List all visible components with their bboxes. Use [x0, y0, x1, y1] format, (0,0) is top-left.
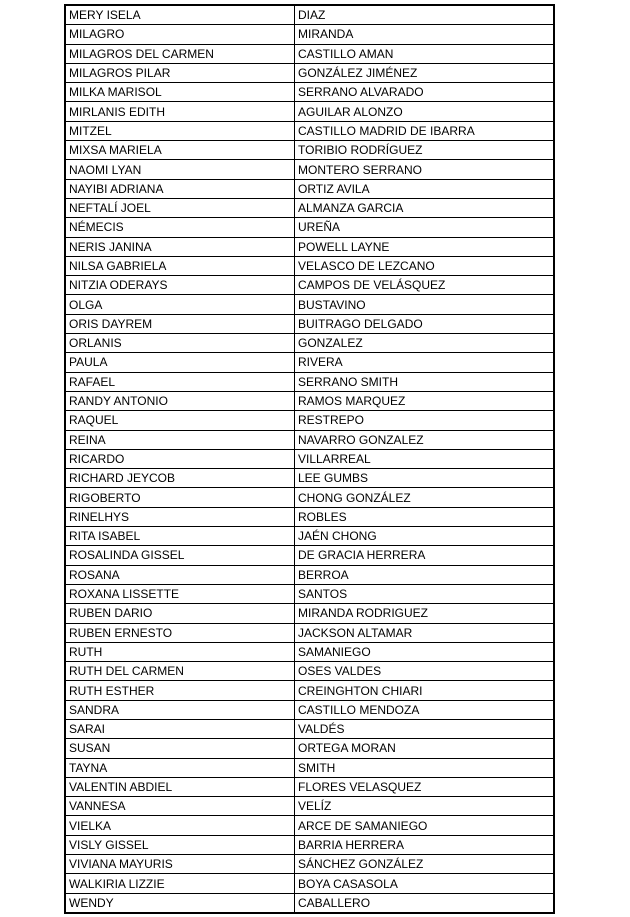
names-table	[64, 4, 555, 914]
table-row	[65, 25, 554, 44]
last-name-cell: CASTILLO AMAN	[295, 44, 555, 63]
last-name-cell: VALDÉS	[295, 719, 555, 738]
first-name-cell: NILSA GABRIELA	[65, 256, 295, 275]
last-name-cell: BUITRAGO DELGADO	[295, 314, 555, 333]
first-name-cell: RICARDO	[65, 449, 295, 468]
last-name-cell: RAMOS MARQUEZ	[295, 391, 555, 410]
last-name-cell: DIAZ	[295, 5, 555, 25]
first-name-cell: RUTH ESTHER	[65, 681, 295, 700]
last-name-cell: CASTILLO MADRID DE IBARRA	[295, 121, 555, 140]
table-row	[65, 430, 554, 449]
last-name-cell: RIVERA	[295, 353, 555, 372]
last-name-cell: JAÉN CHONG	[295, 527, 555, 546]
last-name-cell: BUSTAVINO	[295, 295, 555, 314]
last-name-cell: CREINGHTON CHIARI	[295, 681, 555, 700]
table-row	[65, 353, 554, 372]
last-name-cell: BARRIA HERRERA	[295, 835, 555, 854]
first-name-cell: WENDY	[65, 893, 295, 913]
last-name-cell: SERRANO ALVARADO	[295, 83, 555, 102]
first-name-cell: ROSALINDA GISSEL	[65, 546, 295, 565]
first-name-cell: REINA	[65, 430, 295, 449]
last-name-cell: SERRANO SMITH	[295, 372, 555, 391]
first-name-cell: SUSAN	[65, 739, 295, 758]
names-table-body	[65, 5, 554, 913]
first-name-cell: RUBEN DARIO	[65, 604, 295, 623]
first-name-cell: MIXSA MARIELA	[65, 141, 295, 160]
table-row	[65, 295, 554, 314]
first-name-cell: RUBEN ERNESTO	[65, 623, 295, 642]
table-row	[65, 141, 554, 160]
table-row	[65, 237, 554, 256]
table-row	[65, 198, 554, 217]
last-name-cell: SÁNCHEZ GONZÁLEZ	[295, 855, 555, 874]
first-name-cell: ORIS DAYREM	[65, 314, 295, 333]
last-name-cell: CABALLERO	[295, 893, 555, 913]
first-name-cell: SARAI	[65, 719, 295, 738]
first-name-cell: MILAGROS PILAR	[65, 63, 295, 82]
table-row	[65, 469, 554, 488]
first-name-cell: PAULA	[65, 353, 295, 372]
first-name-cell: RITA ISABEL	[65, 527, 295, 546]
table-row	[65, 83, 554, 102]
first-name-cell: OLGA	[65, 295, 295, 314]
table-row	[65, 546, 554, 565]
last-name-cell: LEE GUMBS	[295, 469, 555, 488]
last-name-cell: NAVARRO GONZALEZ	[295, 430, 555, 449]
table-row	[65, 623, 554, 642]
first-name-cell: NAYIBI ADRIANA	[65, 179, 295, 198]
last-name-cell: MIRANDA	[295, 25, 555, 44]
table-row	[65, 874, 554, 893]
last-name-cell: ORTEGA MORAN	[295, 739, 555, 758]
table-row	[65, 63, 554, 82]
first-name-cell: VISLY GISSEL	[65, 835, 295, 854]
table-row	[65, 5, 554, 25]
table-row	[65, 102, 554, 121]
table-row	[65, 584, 554, 603]
last-name-cell: OSES VALDES	[295, 662, 555, 681]
table-row	[65, 700, 554, 719]
last-name-cell: SANTOS	[295, 584, 555, 603]
last-name-cell: BOYA CASASOLA	[295, 874, 555, 893]
last-name-cell: VELÍZ	[295, 797, 555, 816]
table-row	[65, 160, 554, 179]
first-name-cell: RAQUEL	[65, 411, 295, 430]
first-name-cell: MERY ISELA	[65, 5, 295, 25]
table-row	[65, 816, 554, 835]
table-row	[65, 739, 554, 758]
last-name-cell: UREÑA	[295, 218, 555, 237]
first-name-cell: VALENTIN ABDIEL	[65, 777, 295, 796]
table-row	[65, 797, 554, 816]
table-row	[65, 488, 554, 507]
last-name-cell: MIRANDA RODRIGUEZ	[295, 604, 555, 623]
first-name-cell: NAOMI LYAN	[65, 160, 295, 179]
first-name-cell: RAFAEL	[65, 372, 295, 391]
last-name-cell: DE GRACIA HERRERA	[295, 546, 555, 565]
last-name-cell: VILLARREAL	[295, 449, 555, 468]
last-name-cell: FLORES VELASQUEZ	[295, 777, 555, 796]
table-row	[65, 835, 554, 854]
table-row	[65, 565, 554, 584]
first-name-cell: RIGOBERTO	[65, 488, 295, 507]
table-row	[65, 855, 554, 874]
last-name-cell: SMITH	[295, 758, 555, 777]
first-name-cell: MILKA MARISOL	[65, 83, 295, 102]
first-name-cell: VIELKA	[65, 816, 295, 835]
table-row	[65, 121, 554, 140]
first-name-cell: NÉMECIS	[65, 218, 295, 237]
first-name-cell: ROSANA	[65, 565, 295, 584]
first-name-cell: VIVIANA MAYURIS	[65, 855, 295, 874]
last-name-cell: CASTILLO MENDOZA	[295, 700, 555, 719]
first-name-cell: WALKIRIA LIZZIE	[65, 874, 295, 893]
last-name-cell: ORTIZ AVILA	[295, 179, 555, 198]
first-name-cell: ROXANA LISSETTE	[65, 584, 295, 603]
table-row	[65, 719, 554, 738]
first-name-cell: MIRLANIS EDITH	[65, 102, 295, 121]
table-row	[65, 314, 554, 333]
first-name-cell: RUTH	[65, 642, 295, 661]
last-name-cell: BERROA	[295, 565, 555, 584]
first-name-cell: NERIS JANINA	[65, 237, 295, 256]
table-row	[65, 179, 554, 198]
last-name-cell: VELASCO DE LEZCANO	[295, 256, 555, 275]
table-row	[65, 44, 554, 63]
last-name-cell: ROBLES	[295, 507, 555, 526]
first-name-cell: RUTH DEL CARMEN	[65, 662, 295, 681]
last-name-cell: AGUILAR ALONZO	[295, 102, 555, 121]
table-row	[65, 758, 554, 777]
table-row	[65, 334, 554, 353]
table-row	[65, 507, 554, 526]
table-row	[65, 218, 554, 237]
table-row	[65, 391, 554, 410]
last-name-cell: TORIBIO RODRÍGUEZ	[295, 141, 555, 160]
table-row	[65, 642, 554, 661]
table-row	[65, 276, 554, 295]
last-name-cell: RESTREPO	[295, 411, 555, 430]
table-row	[65, 256, 554, 275]
table-row	[65, 777, 554, 796]
first-name-cell: MILAGROS DEL CARMEN	[65, 44, 295, 63]
table-row	[65, 893, 554, 913]
first-name-cell: RANDY ANTONIO	[65, 391, 295, 410]
last-name-cell: CHONG GONZÁLEZ	[295, 488, 555, 507]
first-name-cell: NITZIA ODERAYS	[65, 276, 295, 295]
last-name-cell: JACKSON ALTAMAR	[295, 623, 555, 642]
first-name-cell: VANNESA	[65, 797, 295, 816]
last-name-cell: POWELL LAYNE	[295, 237, 555, 256]
first-name-cell: MITZEL	[65, 121, 295, 140]
table-row	[65, 449, 554, 468]
last-name-cell: MONTERO SERRANO	[295, 160, 555, 179]
table-row	[65, 411, 554, 430]
table-row	[65, 662, 554, 681]
table-row	[65, 527, 554, 546]
table-row	[65, 681, 554, 700]
table-row	[65, 372, 554, 391]
last-name-cell: GONZÁLEZ JIMÉNEZ	[295, 63, 555, 82]
last-name-cell: SAMANIEGO	[295, 642, 555, 661]
first-name-cell: RINELHYS	[65, 507, 295, 526]
first-name-cell: TAYNA	[65, 758, 295, 777]
first-name-cell: SANDRA	[65, 700, 295, 719]
first-name-cell: RICHARD JEYCOB	[65, 469, 295, 488]
first-name-cell: ORLANIS	[65, 334, 295, 353]
first-name-cell: NEFTALÍ JOEL	[65, 198, 295, 217]
first-name-cell: MILAGRO	[65, 25, 295, 44]
table-row	[65, 604, 554, 623]
last-name-cell: ALMANZA GARCIA	[295, 198, 555, 217]
last-name-cell: GONZALEZ	[295, 334, 555, 353]
last-name-cell: ARCE DE SAMANIEGO	[295, 816, 555, 835]
last-name-cell: CAMPOS DE VELÁSQUEZ	[295, 276, 555, 295]
